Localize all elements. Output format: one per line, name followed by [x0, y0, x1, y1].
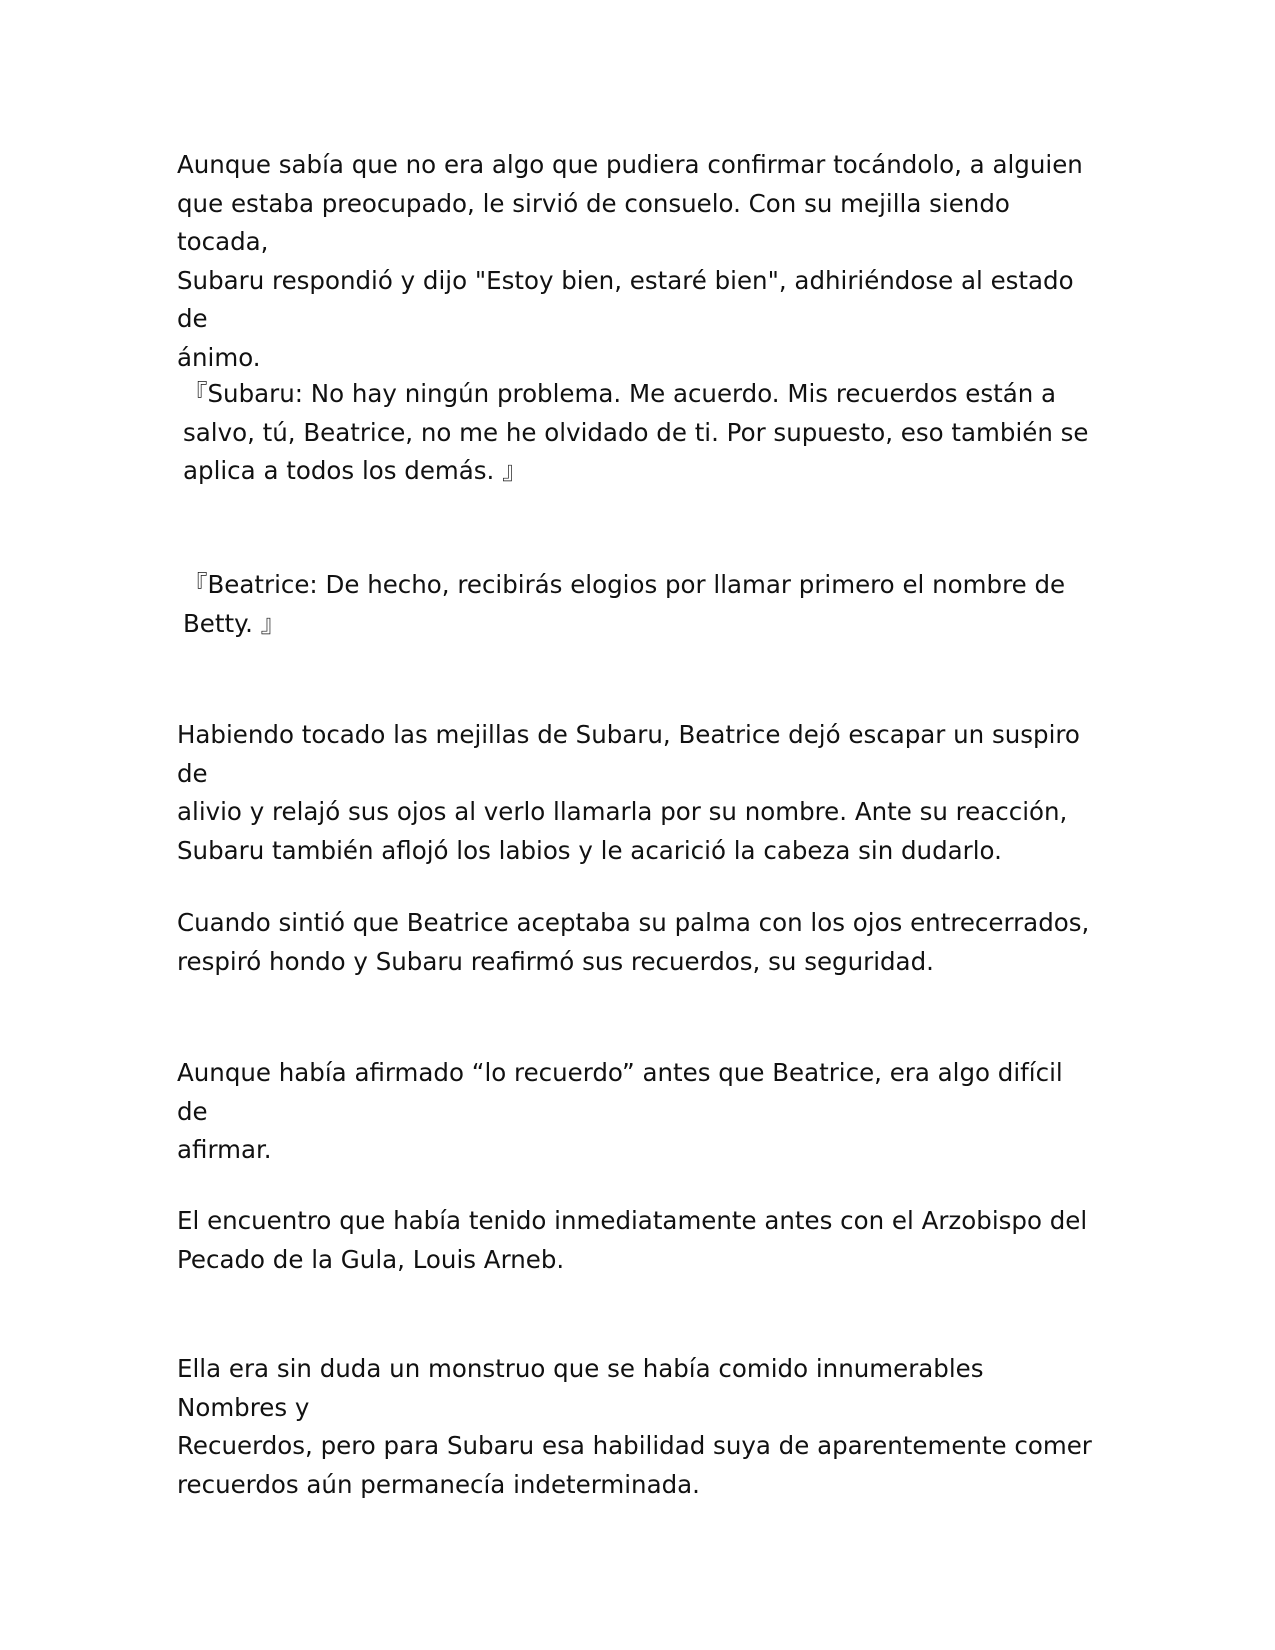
dialogue-beatrice: 『Beatrice: De hecho, recibirás elogios por llamar primero el nombre de Betty. 』 [183, 570, 1066, 638]
paragraph-4: Habiendo tocado las mejillas de Subaru, Beatrice dejó escapar un suspiro de alivio y relajó sus ojos al verlo llamarla por su nombre. Ante su reacción, Subaru también aflojó los labios y le acarició la cabeza sin dudarlo. [177, 720, 1080, 865]
paragraph-5: Cuando sintió que Beatrice aceptaba su palma con los ojos entrecerrados, respiró hondo y Subaru reafirmó sus recuerdos, su seguridad. [177, 908, 1090, 976]
paragraph-7: El encuentro que había tenido inmediatamente antes con el Arzobispo del Pecado de la Gula, Louis Arneb. [177, 1206, 1088, 1274]
paragraph-8: Ella era sin duda un monstruo que se había comido innumerables Nombres y Recuerdos, pero para Subaru esa habilidad suya de aparentemente comer recuerdos aún permanecía indeterminada. [177, 1354, 1092, 1499]
paragraph-6: Aunque había afirmado “lo recuerdo” antes que Beatrice, era algo difícil de afirmar. [177, 1058, 1063, 1164]
dialogue-subaru: 『Subaru: No hay ningún problema. Me acuerdo. Mis recuerdos están a salvo, tú, Beatrice, no me he olvidado de ti. Por supuesto, eso también se aplica a todos los demás. 』 [183, 379, 1089, 485]
paragraph-1: Aunque sabía que no era algo que pudiera confirmar tocándolo, a alguien que estaba preocupado, le sirvió de consuelo. Con su mejilla siendo tocada, Subaru respondió y dijo "Estoy bien, estaré bien", adhiriéndose al estado de ánimo. [177, 150, 1083, 372]
